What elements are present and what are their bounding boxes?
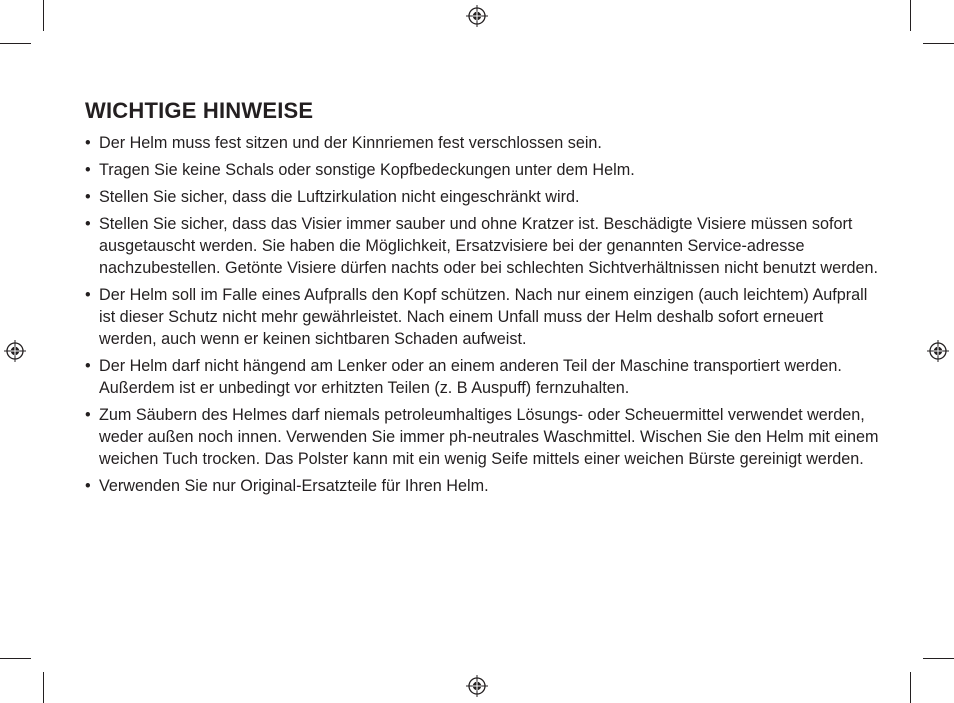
bullet: • bbox=[85, 188, 91, 206]
crop-mark bbox=[923, 658, 954, 659]
list-item bbox=[85, 159, 885, 181]
bullet: • bbox=[85, 134, 91, 152]
list-item bbox=[85, 284, 885, 350]
list-item-text: Verwenden Sie nur Original-Ersatzteile für Ihren Helm. bbox=[99, 477, 489, 495]
list-item bbox=[85, 132, 885, 154]
crop-mark bbox=[0, 43, 31, 44]
bullet: • bbox=[85, 477, 91, 495]
list-item-text: Der Helm soll im Falle eines Aufpralls den Kopf schützen. Nach nur einem einzigen (auch leichtem) Aufprall ist dieser Schutz nicht mehr gewährleistet. Nach einem Unfall muss der Helm deshalb sofort erneuert werden, auch wenn er keinen sichtbaren Schaden aufweist. bbox=[99, 286, 868, 348]
list-item-text: Der Helm darf nicht hängend am Lenker oder an einem anderen Teil der Maschine transportiert werden. Außerdem ist er unbedingt vor erhitzten Teilen (z. B Auspuff) fernzuhalten. bbox=[99, 357, 842, 397]
bullet: • bbox=[85, 161, 91, 179]
list-item bbox=[85, 475, 885, 497]
list-item-text: Zum Säubern des Helmes darf niemals petroleumhaltiges Lösungs- oder Scheuermittel verwendet werden, weder außen noch innen. Verwenden Sie immer ph-neutrales Waschmittel. Wischen Sie den Helm mit einem weichen Tuch trocken. Das Polster kann mit ein wenig Seife mittels einer weichen Bürste gereinigt werden. bbox=[99, 406, 879, 468]
bullet: • bbox=[85, 286, 91, 304]
list-item bbox=[85, 186, 885, 208]
notes-section bbox=[85, 96, 885, 502]
crop-mark bbox=[43, 672, 44, 703]
list-item-text: Stellen Sie sicher, dass das Visier immer sauber und ohne Kratzer ist. Beschädigte Visiere müssen sofort ausgetauscht werden. Sie haben die Möglichkeit, Ersatzvisiere bei der genannten Service-adresse nachzubestellen. Getönte Visiere dürfen nachts oder bei schlechten Sichtverhältnissen nicht benutzt werden. bbox=[99, 215, 878, 277]
registration-mark-icon bbox=[466, 5, 488, 27]
list-item-text: Der Helm muss fest sitzen und der Kinnriemen fest verschlossen sein. bbox=[99, 134, 602, 152]
list-item bbox=[85, 404, 885, 470]
list-item-text: Tragen Sie keine Schals oder sonstige Kopfbedeckungen unter dem Helm. bbox=[99, 161, 635, 179]
registration-mark-icon bbox=[927, 340, 949, 362]
crop-mark bbox=[910, 0, 911, 31]
list-item bbox=[85, 355, 885, 399]
registration-mark-icon bbox=[466, 675, 488, 697]
crop-mark bbox=[0, 658, 31, 659]
list-item bbox=[85, 213, 885, 279]
bullet: • bbox=[85, 357, 91, 375]
page-title: WICHTIGE HINWEISE bbox=[85, 98, 314, 123]
registration-mark-icon bbox=[4, 340, 26, 362]
crop-mark bbox=[910, 672, 911, 703]
list-item-text: Stellen Sie sicher, dass die Luftzirkulation nicht eingeschränkt wird. bbox=[99, 188, 580, 206]
notes-list bbox=[85, 132, 885, 497]
crop-mark bbox=[43, 0, 44, 31]
bullet: • bbox=[85, 215, 91, 233]
bullet: • bbox=[85, 406, 91, 424]
crop-mark bbox=[923, 43, 954, 44]
